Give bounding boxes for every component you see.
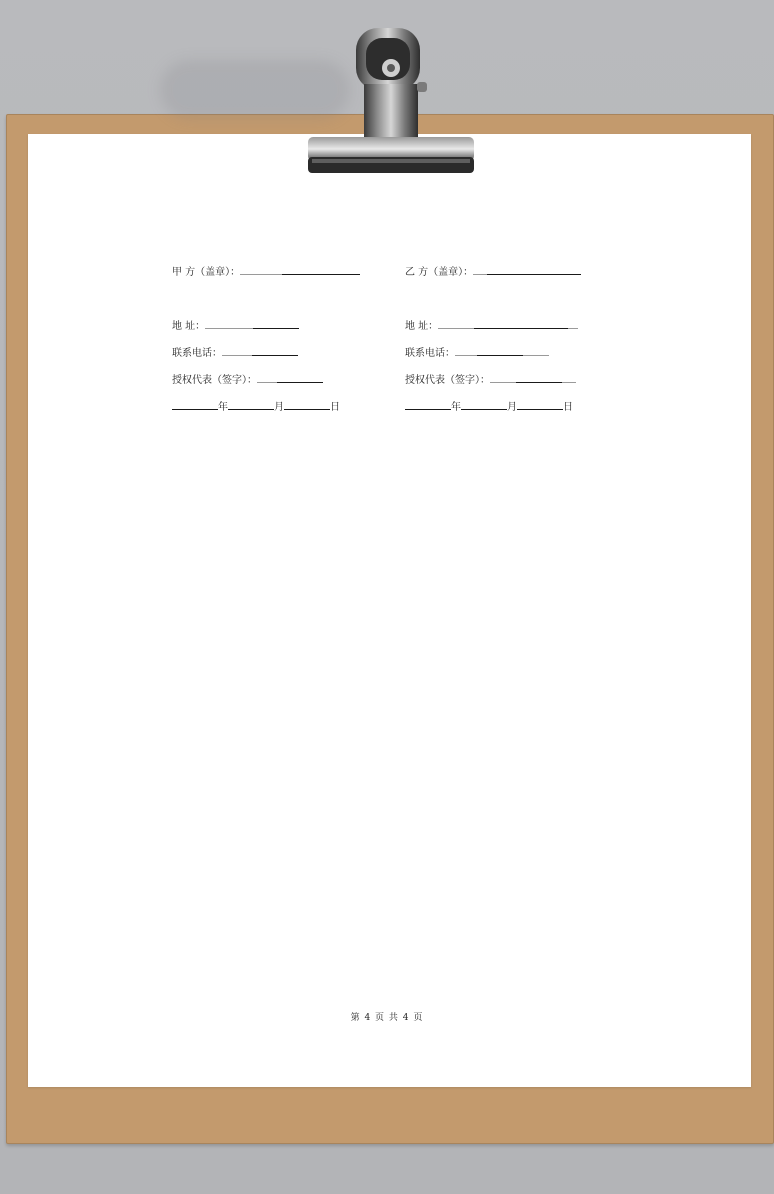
party-a-month-line [228,400,274,410]
party-a-rep-line [277,373,323,383]
party-b-rep-line-faint [490,373,516,383]
party-b-address-label: 地 址： [405,321,439,332]
party-a-year-label: 年 [218,402,228,413]
party-a-phone-label: 联系电话： [172,348,222,359]
party-b-date-row [405,400,573,414]
party-a-seal-line-faint [240,265,282,275]
party-a-day-line [284,400,330,410]
party-a-address-row [172,319,299,333]
party-b-phone-line [477,346,523,356]
document-page [28,134,751,1087]
party-a-day-label: 日 [330,402,340,413]
party-a-phone-line-faint [222,346,252,356]
party-b-seal-line [487,265,581,275]
party-a-rep-label: 授权代表（签字）： [172,375,257,386]
party-a-year-line [172,400,218,410]
party-b-seal-line-faint [473,265,487,275]
party-b-title: 乙 方（盖章）： [405,267,474,278]
binder-clip-icon [300,24,480,179]
party-b-month-label: 月 [507,402,517,413]
party-b-year-label: 年 [451,402,461,413]
party-a-seal-line [282,265,360,275]
party-a-address-label: 地 址： [172,321,206,332]
party-a-month-label: 月 [274,402,284,413]
party-b-phone-label: 联系电话： [405,348,455,359]
party-b-day-label: 日 [563,402,573,413]
party-b-month-line [461,400,507,410]
party-a-date-row [172,400,340,414]
page-number: 第 4 页 共 4 页 [350,1013,424,1023]
party-b-address-line [474,319,568,329]
party-b-year-line [405,400,451,410]
party-b-rep-row [405,373,576,387]
party-b-address-row [405,319,578,333]
party-a-rep-row [172,373,323,387]
party-b-address-line-faint [438,319,474,329]
party-b-phone-line-tail [523,346,549,356]
party-a-phone-line [252,346,298,356]
party-a-phone-row [172,346,298,360]
party-b-phone-row [405,346,549,360]
party-b-rep-label: 授权代表（签字）： [405,375,490,386]
party-b-title-row [405,265,581,279]
party-a-rep-line-faint [257,373,277,383]
party-b-day-line [517,400,563,410]
party-a-title-row [172,265,360,279]
party-a-address-line [253,319,299,329]
party-a-title: 甲 方（盖章）： [172,267,241,278]
party-b-address-line-tail [568,319,578,329]
party-b-rep-line [516,373,562,383]
party-b-rep-line-tail [562,373,576,383]
party-a-address-line-faint [205,319,253,329]
party-b-phone-line-faint [455,346,477,356]
